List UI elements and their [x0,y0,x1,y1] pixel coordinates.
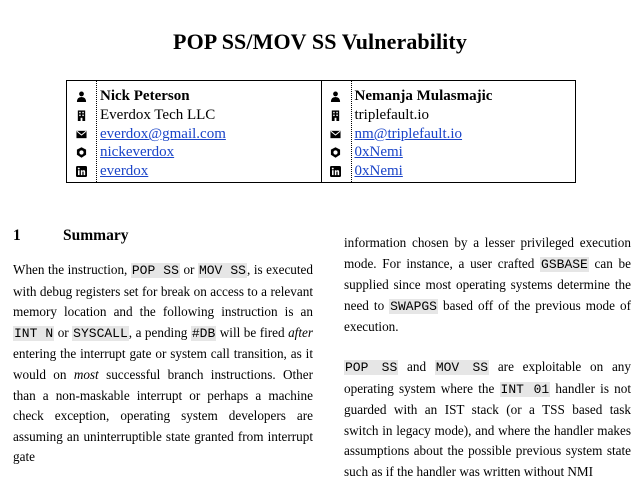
emphasis: most [73,366,99,382]
author-org: triplefault.io [354,107,430,123]
building-icon [67,105,95,125]
author-org-row [322,105,430,125]
author-table [66,80,576,183]
author-linkedin-link[interactable]: everdox [100,163,149,179]
person-icon [67,86,95,106]
inline-code: GSBASE [541,256,588,272]
author-email-row [322,124,463,144]
exploitability-paragraph: POP SS and MOV SS are exploitable on any operating system where the INT 01 handler is not guarded with an IST stack (or a TSS based task switch in legacy mode), and where the handler makes assumptions about the possible previous system state such as if the handler was written without NMI [344,358,631,479]
author-name: Nick Peterson [100,88,190,104]
author-github-row [67,142,174,162]
shield-icon [322,142,350,162]
mail-icon [67,124,95,144]
author-org-row [67,105,215,125]
author-name: Nemanja Mulasmajic [354,88,493,104]
author-email-row [67,124,226,144]
author-org: Everdox Tech LLC [100,107,216,123]
author-github-link[interactable]: 0xNemi [354,144,403,160]
linkedin-icon [67,161,95,181]
shield-icon [67,142,95,162]
inline-code: POP SS [345,359,398,375]
inline-code: MOV SS [435,359,489,375]
mail-icon [322,124,350,144]
author-linkedin-row [67,161,148,181]
author-linkedin-link[interactable]: 0xNemi [354,163,403,179]
inline-code: MOV SS [198,263,246,278]
person-icon [322,86,350,106]
section-heading [13,226,313,246]
author-github-row [322,142,403,162]
left-column [13,226,313,468]
inline-code: INT 01 [500,381,550,397]
author-github-link[interactable]: nickeverdox [100,144,175,160]
author-card-2 [322,81,576,182]
inline-code: POP SS [131,263,179,278]
inline-code: #DB [191,325,216,341]
linkedin-icon [322,161,350,181]
author-linkedin-row [322,161,403,181]
summary-paragraph: When the instruction, POP SS or MOV SS, is executed with debug registers set for break on access to a relevant memory location and the following instruction is an INT N or SYSCALL, a pending #DB will be fired after entering the interrupt gate or system call transition, as it would on most successful branch instructions. Other than a non-maskable interrupt or perhaps a machine check exception, operating system developers are assuming an uninterruptible state granted from interrupt gate [13,262,313,465]
building-icon [322,105,350,125]
author-name-row [322,86,493,106]
inline-code: SWAPGS [390,298,437,314]
section-number: 1 [13,227,21,244]
emphasis: after [288,324,313,340]
right-column [344,233,631,483]
inline-code: SYSCALL [73,325,128,341]
inline-code: INT N [14,325,54,341]
section-title: Summary [63,227,129,244]
author-email-link[interactable]: nm@triplefault.io [354,126,463,142]
author-name-row [67,86,190,106]
author-card-1 [67,81,322,182]
author-email-link[interactable]: everdox@gmail.com [100,126,226,142]
paragraph-continued: information chosen by a lesser privileged execution mode. For instance, a user crafted GSBASE can be supplied since most operating systems determine the need to SWAPGS based off of the previous mode of execution. [344,235,632,335]
paper-title: POP SS/MOV SS Vulnerability [173,29,467,54]
